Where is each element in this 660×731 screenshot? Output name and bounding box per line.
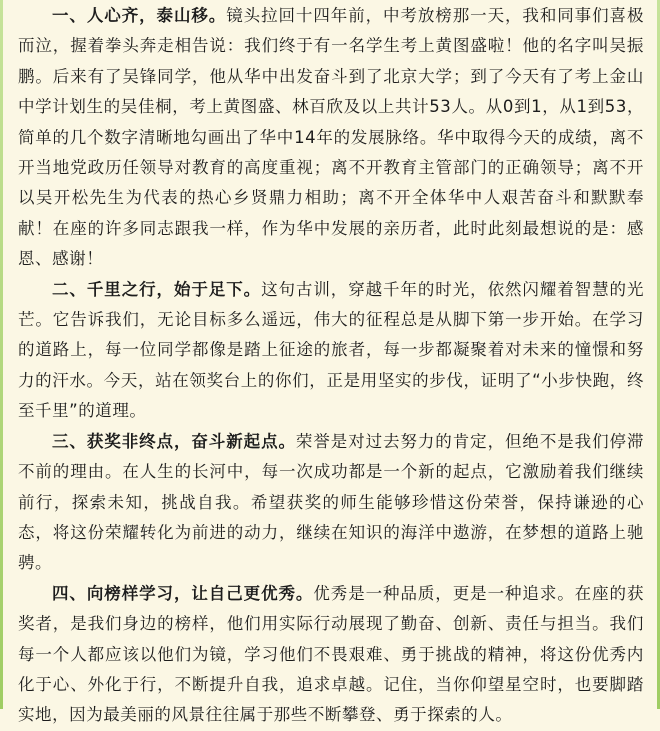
paragraph-1-heading: 一、人心齐，泰山移。: [52, 6, 227, 25]
paragraph-3-heading: 三、获奖非终点，奋斗新起点。: [52, 431, 296, 451]
paragraph-4: [18, 579, 644, 731]
paragraph-2-heading: 二、千里之行，始于足下。: [52, 279, 262, 299]
paragraph-1: [18, 1, 644, 275]
paragraph-2-body: 这句古训，穿越千年的时光，依然闪耀着智慧的光芒。它告诉我们，无论目标多么遥远，伟大的征程总是从脚下第一步开始。在学习的道路上，每一位同学都像是踏上征途的旅者，每一步都凝聚着对未来的憧憬和努力的汗水。今天，站在领奖台上的你们，正是用坚实的步伐，证明了“小步快跑，终至千里”的道理。: [18, 279, 644, 421]
paragraph-1-body: 镜头拉回十四年前，中考放榜那一天，我和同事们喜极而泣，握着拳头奔走相告说：我们终于有一名学生考上黄图盛啦！他的名字叫吴振鹏。后来有了吴锋同学，他从华中出发奋斗到了北京大学；到了今天有了考上金山中学计划生的吴佳桐，考上黄图盛、林百欣及以上共计53人。从0到1，从1到53，简单的几个数字清晰地勾画出了华中14年的发展脉络。华中取得今天的成绩，离不开当地党政历任领导对教育的高度重视；离不开教育主管部门的正确领导；离不开以吴开松先生为代表的热心乡贤鼎力相助；离不开全体华中人艰苦奋斗和默默奉献！在座的许多同志跟我一样，作为华中发展的亲历者，此时此刻最想说的是：感恩、感谢！: [18, 6, 645, 269]
paragraph-3-body: 荣誉是对过去努力的肯定，但绝不是我们停滞不前的理由。在人生的长河中，每一次成功都是一个新的起点，它激励着我们继续前行，探索未知，挑战自我。希望获奖的师生能够珍惜这份荣誉，保持谦逊的心态，将这份荣耀转化为前进的动力，继续在知识的海洋中遨游，在梦想的道路上驰骋。: [18, 431, 645, 573]
paragraph-4-body: 优秀是一种品质，更是一种追求。在座的获奖者，是我们身边的榜样，他们用实际行动展现了勤奋、创新、责任与担当。我们每一个人都应该以他们为镜，学习他们不畏艰难、勇于挑战的精神，将这份优秀内化于心、外化于行，不断提升自我，追求卓越。记住，当你仰望星空时，也要脚踏实地，因为最美丽的风景往往属于那些不断攀登、勇于探索的人。: [18, 583, 645, 725]
speech-article: [18, 0, 644, 731]
paragraph-3: [18, 427, 644, 579]
paragraph-2: [18, 275, 644, 427]
paragraph-4-heading: 四、向榜样学习，让自己更优秀。: [52, 583, 314, 603]
left-green-border: [0, 0, 3, 709]
